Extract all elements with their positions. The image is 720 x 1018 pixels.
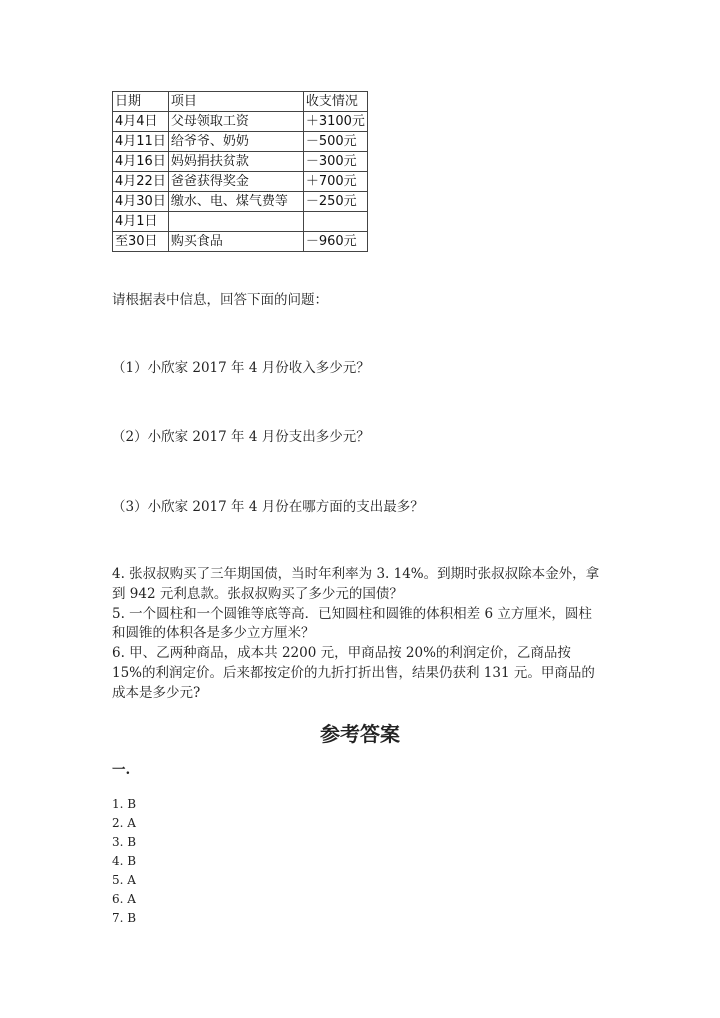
answer-item: 7. B — [112, 911, 137, 925]
income-expense-table — [112, 91, 368, 252]
table-cell: 妈妈捐扶贫款 — [168, 152, 303, 172]
table-cell: 4月11日 — [113, 132, 169, 152]
table-cell: 购买食品 — [168, 232, 303, 252]
table-cell — [168, 212, 303, 232]
sub-question-1: （1）小欣家 2017 年 4 月份收入多少元？ — [112, 360, 370, 376]
question-6: 6. 甲、乙两种商品，成本共 2200 元，甲商品按 20%的利润定价，乙商品按 15%的利润定价。后来都按定价的九折打折出售，结果仍获利 131 元。甲商品的成本是多少元? — [112, 645, 595, 701]
answer-item: 1. B — [112, 797, 137, 811]
table-cell: －250元 — [303, 192, 367, 212]
table-cell: 4月16日 — [113, 152, 169, 172]
table-cell: 至30日 — [113, 232, 169, 252]
answer-item: 4. B — [112, 854, 137, 868]
table-row — [113, 152, 368, 172]
table-row — [113, 132, 368, 152]
header-cell: 收支情况 — [303, 92, 367, 112]
table-cell: 父母领取工资 — [168, 112, 303, 132]
table-cell: 4月22日 — [113, 172, 169, 192]
table-cell: 爸爸获得奖金 — [168, 172, 303, 192]
answer-list — [112, 795, 136, 928]
answer-item: 2. A — [112, 816, 136, 830]
table-cell: 给爷爷、奶奶 — [168, 132, 303, 152]
table-row — [113, 212, 368, 232]
table-cell: 缴水、电、煤气费等 — [168, 192, 303, 212]
table-header-row — [113, 92, 368, 112]
header-cell: 日期 — [113, 92, 169, 112]
table-cell: 4月4日 — [113, 112, 169, 132]
table-cell: －960元 — [303, 232, 367, 252]
answer-title: 参考答案 — [320, 722, 400, 746]
question-5: 5. 一个圆柱和一个圆锥等底等高．已知圆柱和圆锥的体积相差 6 立方厘米，圆柱和圆锥的体积各是多少立方厘米？ — [112, 605, 592, 642]
table-cell: 4月30日 — [113, 192, 169, 212]
section-heading: 一. — [112, 762, 131, 778]
table-row — [113, 192, 368, 212]
table-cell: －300元 — [303, 152, 367, 172]
sub-question-2: （2）小欣家 2017 年 4 月份支出多少元？ — [112, 429, 370, 445]
questions-block — [112, 565, 602, 704]
answer-item: 3. B — [112, 835, 137, 849]
sub-question-3: （3）小欣家 2017 年 4 月份在哪方面的支出最多？ — [112, 499, 424, 515]
table-cell: 4月1日 — [113, 212, 169, 232]
answer-item: 6. A — [112, 892, 136, 906]
table-cell: －500元 — [303, 132, 367, 152]
table-cell: ＋3100元 — [303, 112, 367, 132]
question-4: 4. 张叔叔购买了三年期国债，当时年利率为 3. 14%。到期时张叔叔除本金外，拿到 942 元利息款。张叔叔购买了多少元的国债？ — [112, 566, 600, 602]
table-row — [113, 112, 368, 132]
table-row — [113, 172, 368, 192]
table-cell: ＋700元 — [303, 172, 367, 192]
header-cell: 项目 — [168, 92, 303, 112]
prompt-text: 请根据表中信息，回答下面的问题： — [112, 292, 328, 308]
table-cell — [303, 212, 367, 232]
answer-item: 5. A — [112, 873, 136, 887]
table-row — [113, 232, 368, 252]
